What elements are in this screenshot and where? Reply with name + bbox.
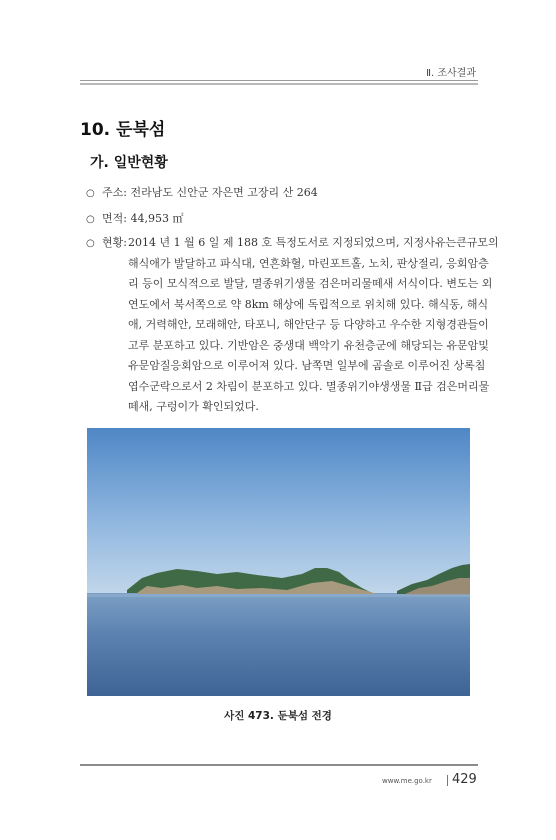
address-label: 주소: <box>102 186 127 199</box>
status-line: 유문암질응회암으로 이루어져 있다. 남쪽면 일부에 곰솔로 이루어진 상록침 <box>128 359 486 372</box>
address-item <box>86 183 318 205</box>
footer-url: www.me.go.kr <box>382 777 432 785</box>
subsection-title: 가. 일반현황 <box>90 155 168 171</box>
status-line: 연도에서 북서쪽으로 약 8km 해상에 독립적으로 위치해 있다. 해식동, 해식 <box>128 297 489 311</box>
header-rule-thick <box>80 83 478 85</box>
island-photo-image <box>87 428 470 696</box>
header-chapter-label: Ⅱ. 조사결과 <box>426 68 476 79</box>
area-item <box>86 209 183 231</box>
status-line: 엽수군락으로서 2 차림이 분포하고 있다. 멸종위기야생생물 Ⅱ급 검은머리물 <box>128 379 490 393</box>
photo-caption: 사진 473. 둔북섬 전경 <box>224 710 332 722</box>
status-head <box>86 233 127 255</box>
status-line: 해식애가 발달하고 파식대, 연흔화혈, 마린포트홀, 노치, 판상절리, 응회암층 <box>128 256 489 270</box>
area-value: 44,953 ㎡ <box>130 212 184 225</box>
status-label: 현황: <box>102 236 127 249</box>
status-line: 2014 년 1 월 6 일 제 188 호 특정도서로 지정되었으며, 지정사유는큰규모의 <box>128 236 499 249</box>
address-value: 전라남도 신안군 자은면 고장리 산 264 <box>130 186 318 199</box>
bullet-icon: ○ <box>86 214 95 225</box>
footer-rule <box>80 764 478 766</box>
area-label: 면적: <box>102 212 127 225</box>
footer-separator <box>447 775 448 786</box>
bullet-icon: ○ <box>86 238 95 249</box>
page-number: 429 <box>452 772 477 787</box>
header-rule <box>80 80 478 81</box>
island-photo <box>87 428 470 696</box>
bullet-icon: ○ <box>86 188 95 199</box>
section-title: 10. 둔북섬 <box>80 120 166 140</box>
status-paragraph <box>128 233 499 418</box>
status-line: 리 등이 모식적으로 발달, 멸종위기생물 검은머리물떼새 서식이다. 변도는 외 <box>128 277 493 290</box>
sea <box>87 593 470 696</box>
status-line: 고루 분포하고 있다. 기반암은 중생대 백악기 유천층군에 해당되는 유문암및 <box>128 338 489 352</box>
status-line: 떼새, 구렁이가 확인되었다. <box>128 400 259 413</box>
sky <box>87 428 470 596</box>
horizon-reflection <box>87 594 470 597</box>
status-line: 애, 거력해안, 모래해안, 타포니, 해안단구 등 다양하고 우수한 지형경관들이 <box>128 318 489 331</box>
